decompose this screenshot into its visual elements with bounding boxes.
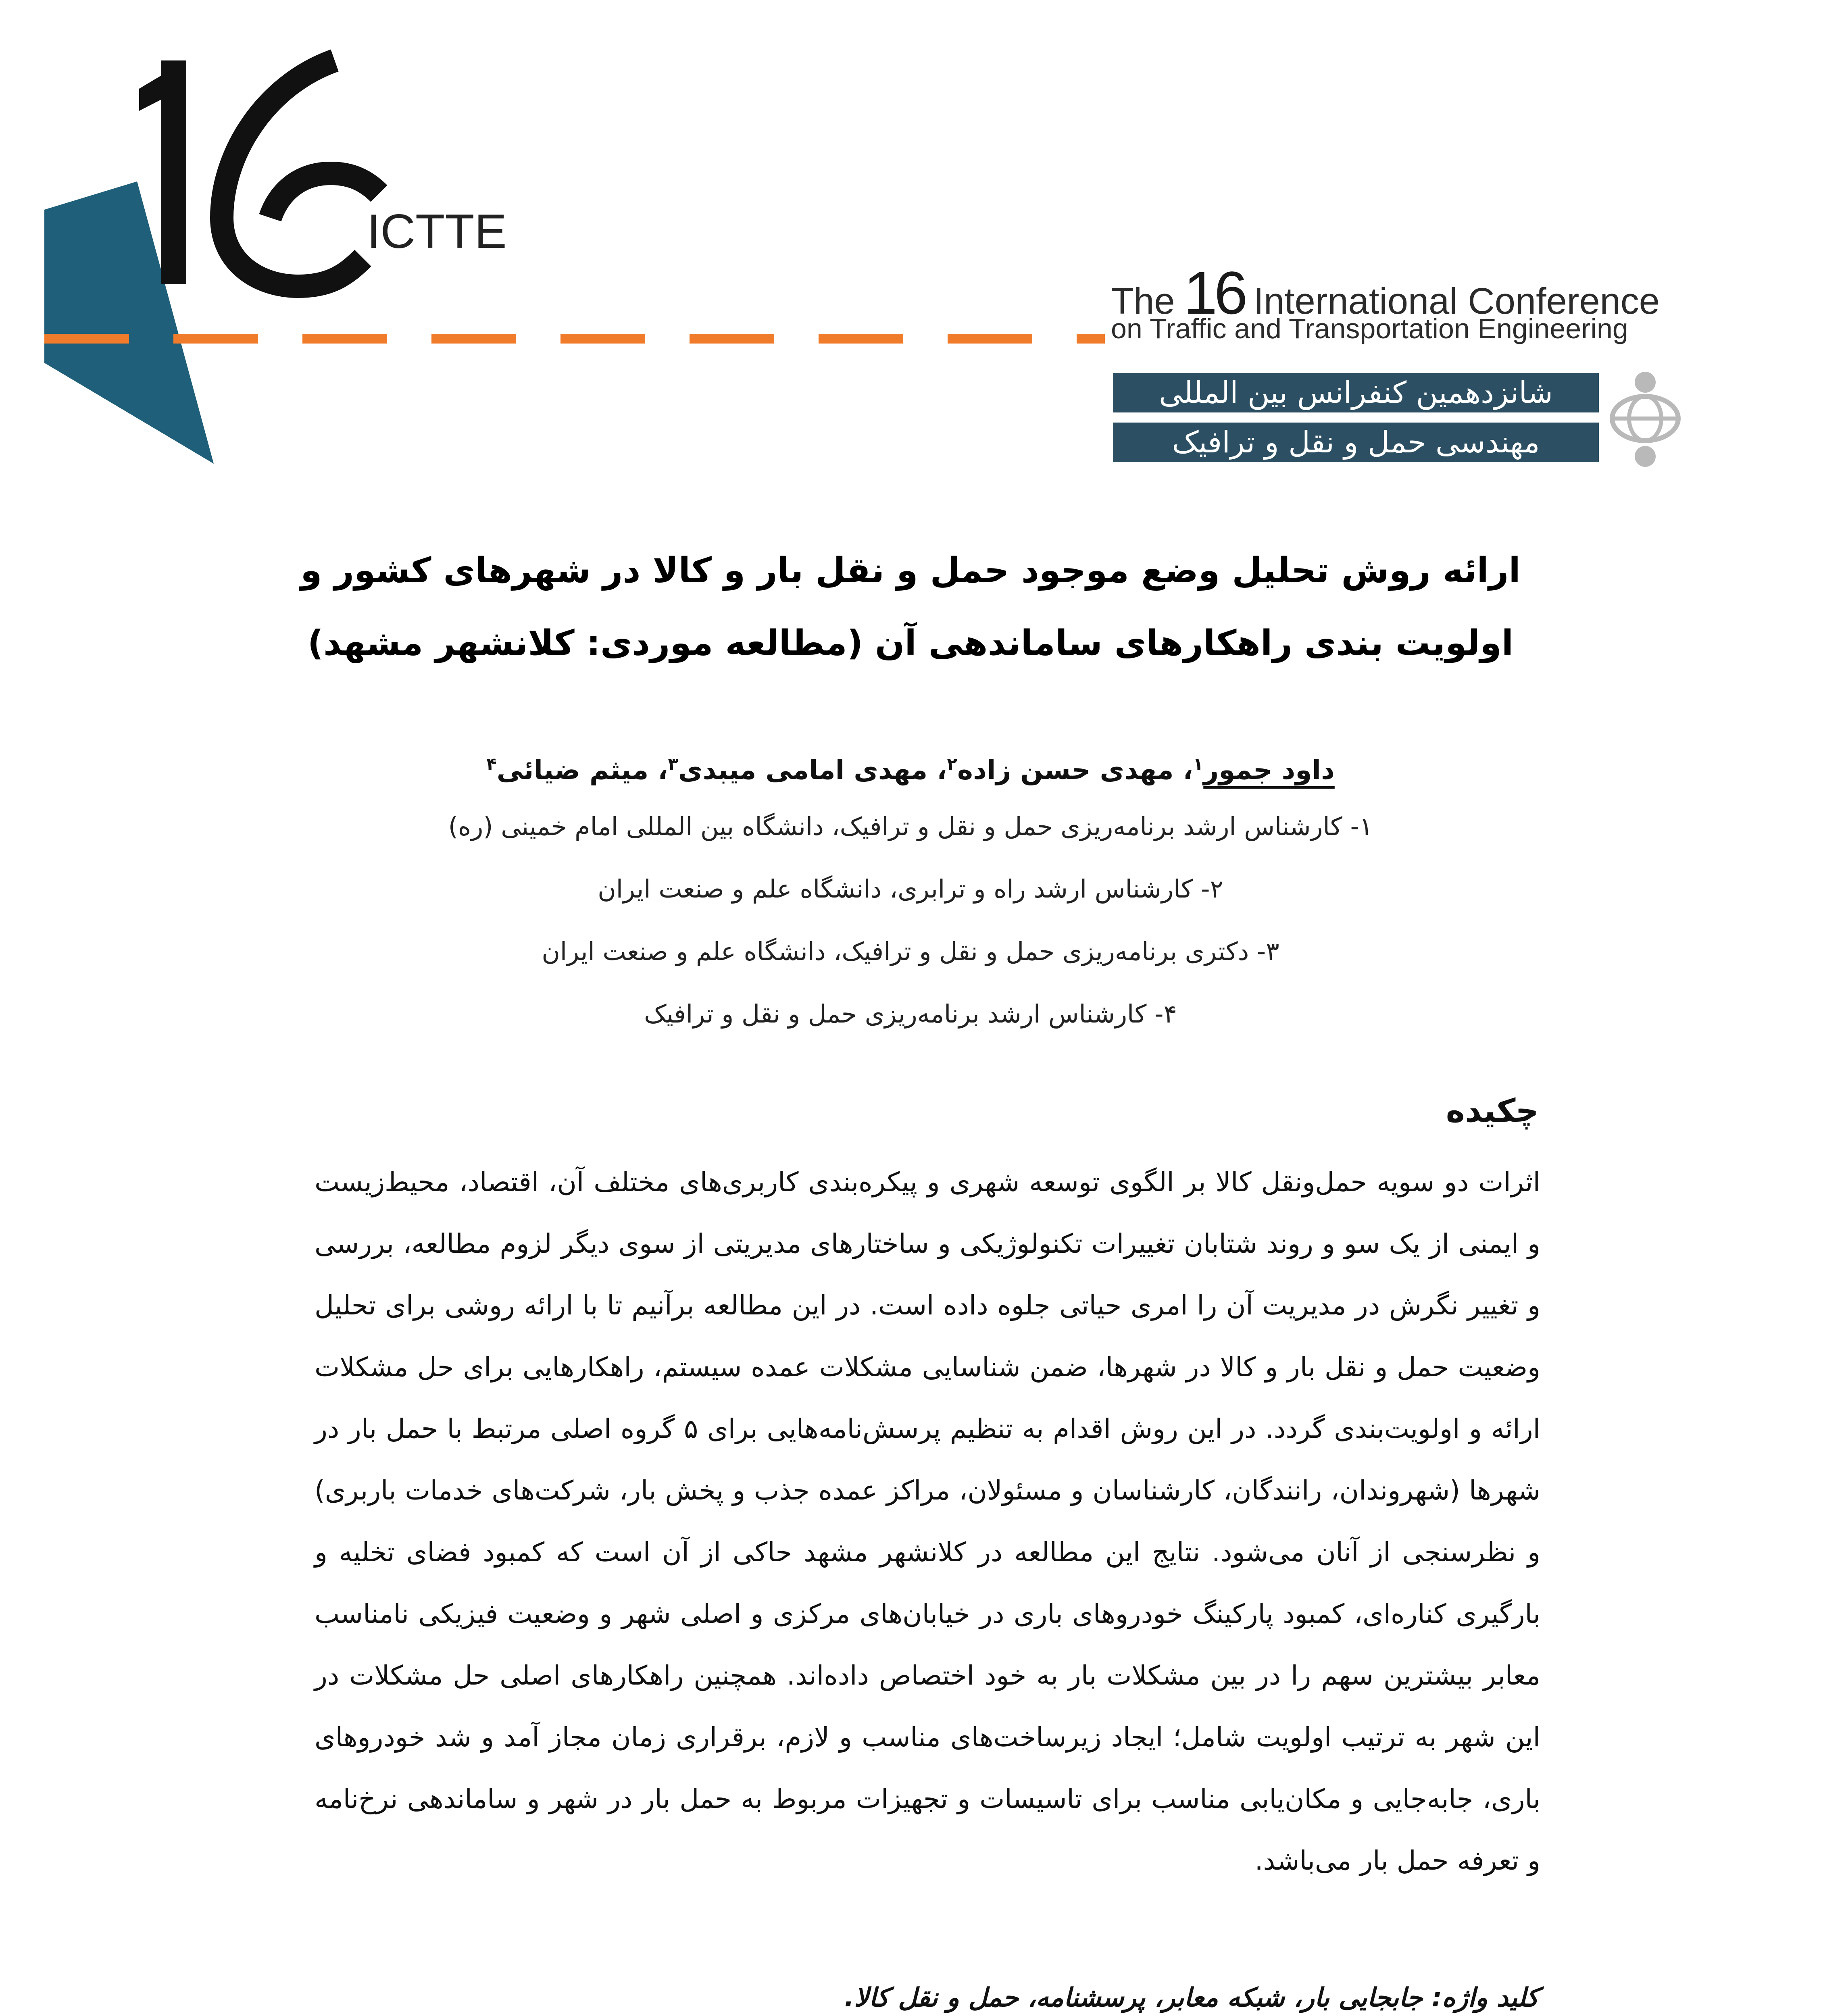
author-1: داود جمور bbox=[1203, 754, 1335, 785]
conference-suffix: International Conference bbox=[1253, 281, 1660, 322]
paper-title bbox=[242, 534, 1579, 679]
affiliation-3: ۳- دکتری برنامه‌ریزی حمل و نقل و ترافیک، دانشگاه علم و صنعت ایران bbox=[542, 937, 1279, 966]
conference-name-fa-line2: مهندسی حمل و نقل و ترافیک bbox=[1113, 423, 1599, 462]
abstract-heading: چکیده bbox=[1446, 1092, 1539, 1129]
paper-title-line1: ارائه روش تحلیل وضع موجود حمل و نقل بار و کالا در شهرهای کشور و bbox=[300, 550, 1521, 591]
affiliation-1: ۱- کارشناس ارشد برنامه‌ریزی حمل و نقل و ترافیک، دانشگاه بین المللی امام خمینی (ره) bbox=[448, 812, 1373, 841]
conference-number: 16 bbox=[1183, 259, 1245, 327]
conference-prefix: The bbox=[1111, 281, 1175, 322]
conference-name-fa-line1: شانزدهمین کنفرانس بین المللی bbox=[1113, 373, 1599, 412]
author-3: ، مهدی امامی میبدی bbox=[678, 754, 947, 785]
author-3-marker: ۳ bbox=[668, 754, 679, 774]
globe-icon bbox=[1609, 371, 1681, 468]
author-4: ، میثم ضیائی bbox=[496, 754, 668, 785]
author-1-marker: ۱ bbox=[1193, 754, 1204, 774]
author-2-marker: ۲ bbox=[947, 754, 957, 774]
author-4-marker: ۴ bbox=[486, 754, 497, 774]
affiliation-4: ۴- کارشناس ارشد برنامه‌ریزی حمل و نقل و ترافیک bbox=[644, 999, 1177, 1029]
paper-title-line2: اولویت بندی راهکارهای ساماندهی آن (مطالعه موردی: کلانشهر مشهد) bbox=[307, 623, 1514, 663]
ictte-logo bbox=[40, 48, 1113, 476]
author-list bbox=[242, 740, 1579, 794]
logo-teal-triangle bbox=[44, 181, 214, 464]
logo-acronym: ICTTE bbox=[367, 204, 507, 258]
keywords: کلید واژه: جابجایی بار، شبکه معابر، پرسشنامه، حمل و نقل کالا. bbox=[844, 1983, 1539, 2013]
author-2: ، مهدی حسن زاده bbox=[957, 754, 1193, 785]
abstract-body: اثرات دو سویه حمل‌ونقل کالا بر الگوی توسعه شهری و پیکره‌بندی کاربری‌های مختلف آن، اقتصاد، محیط‌زیست و ایمنی از یک سو و روند شتابان تغییرات تکنولوژیکی و ساختارهای مدیریتی از سوی دیگر لزوم مطالعه، بررسی و تغییر نگرش در مدیریت آن را امری حیاتی جلوه داده است. در این مطالعه برآنیم تا با ارائه روشی برای تحلیل وضعیت حمل و نقل بار و کالا در شهرها، ضمن شناسایی مشکلات عمده سیستم، راهکارهایی برای حل مشکلات ارائه و اولویت‌بندی گردد. در این روش اقدام به تنظیم پرسش‌نامه‌هایی برای ۵ گروه اصلی مرتبط با حمل بار در شهرها (شهروندان، رانندگان، کارشناسان و مسئولان، مراکز عمده جذب و پخش بار، شرکت‌های خدمات باربری) و نظرسنجی از آنان می‌شود. نتایج این مطالعه در کلانشهر مشهد حاکی از آن است که کمبود فضای تخلیه و بارگیری کناره‌ای، کمبود پارکینگ خودروهای باری در خیابان‌های مرکزی و اصلی شهر و وضعیت فیزیکی نامناسب معابر بیشترین سهم را در بین مشکلات بار به خود اختصاص داده‌اند. همچنین راهکارهای اصلی حل مشکلات در این شهر به ترتیب اولویت شامل؛ ایجاد زیرساخت‌های مناسب و لازم، برقراری زمان مجاز آمد و شد خودروهای باری، جابه‌جایی و مکان‌یابی مناسب برای تاسیسات و تجهیزات مربوط به حمل بار در شهر و ساماندهی نرخ‌نامه و تعرفه حمل بار می‌باشد. bbox=[315, 1166, 1540, 1876]
affiliation-2: ۲- کارشناس ارشد راه و ترابری، دانشگاه علم و صنعت ایران bbox=[598, 874, 1223, 904]
conference-name-en-line2: on Traffic and Transportation Engineering bbox=[1111, 313, 1628, 344]
